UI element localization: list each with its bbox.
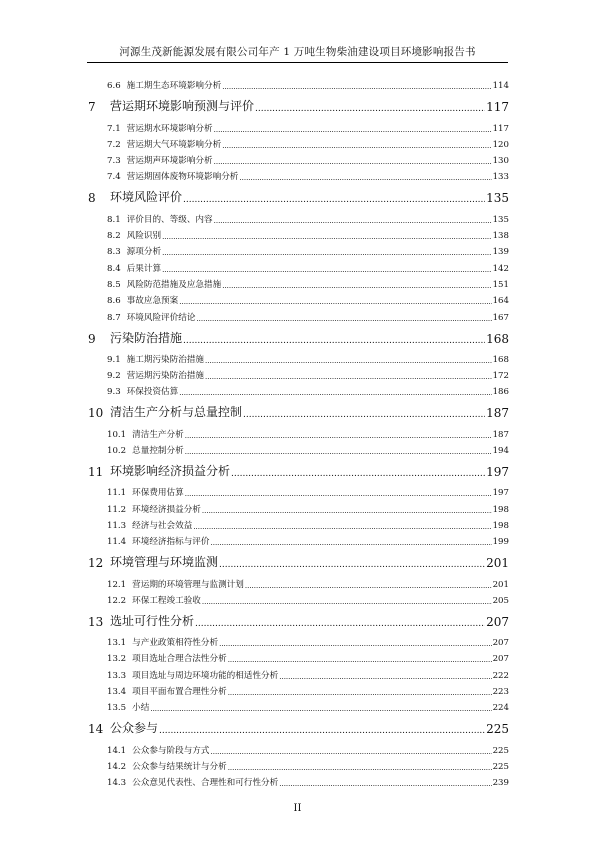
- toc-entry-title: 风险识别: [126, 231, 162, 242]
- toc-dot-leader: [231, 469, 485, 479]
- toc-entry-number: 8.4: [107, 263, 121, 274]
- toc-entry-number: 13.3: [107, 670, 127, 681]
- toc-entry-title: 小结: [132, 703, 150, 714]
- toc-page-number: 205: [492, 595, 509, 606]
- toc-entry-title: 源项分析: [126, 247, 162, 258]
- toc-entry-title: 事故应急预案: [126, 296, 179, 307]
- toc-entry-title: 营运期大气环境影响分析: [126, 139, 222, 150]
- toc-section-entry[interactable]: [88, 698, 509, 714]
- toc-entry-title: 环保工程竣工验收: [132, 595, 201, 606]
- toc-dot-leader: [214, 158, 492, 166]
- toc-entry-title: 总量控制分析: [132, 446, 184, 457]
- toc-entry-title: 营运期声环境影响分析: [126, 156, 213, 167]
- toc-section-entry[interactable]: [88, 258, 509, 274]
- toc-page-number: 198: [492, 520, 509, 531]
- toc-chapter-entry[interactable]: [88, 92, 509, 118]
- toc-dot-leader: [211, 748, 492, 756]
- toc-entry-number: 13.1: [107, 638, 127, 649]
- toc-entry-title: 项目选址合理合法性分析: [132, 654, 227, 665]
- toc-entry-title: 营运期污染防治措施: [126, 371, 205, 382]
- toc-page-number: 207: [492, 638, 509, 649]
- toc-entry-title: 清洁生产分析与总量控制: [110, 405, 243, 420]
- toc-dot-leader: [205, 357, 492, 365]
- toc-dot-leader: [162, 266, 492, 274]
- toc-entry-number: 11.1: [107, 488, 127, 499]
- toc-page-number: 133: [492, 172, 509, 183]
- toc-entry-title: 环保投资估算: [126, 387, 179, 398]
- toc-page-number: 207: [486, 614, 509, 629]
- toc-page-number: 239: [492, 778, 509, 789]
- toc-page-number: 201: [492, 579, 509, 590]
- toc-entry-title: 施工期污染防治措施: [126, 354, 205, 365]
- toc-entry-number: 10.2: [107, 446, 127, 457]
- page-number: II: [293, 803, 302, 814]
- toc-entry-title: 环境风险评价结论: [126, 312, 196, 323]
- toc-entry-number: 13: [88, 614, 104, 629]
- toc-entry-title: 项目选址与周边环境功能的相适性分析: [132, 670, 279, 681]
- toc-chapter-entry[interactable]: [88, 548, 509, 574]
- toc-entry-number: 7.2: [107, 139, 121, 150]
- toc-page-number: 172: [492, 371, 509, 382]
- toc-entry-number: 12.1: [107, 579, 127, 590]
- toc-entry-number: 10.1: [107, 429, 127, 440]
- toc-entry-title: 公众参与: [110, 721, 159, 736]
- toc-entry-number: 8.5: [107, 279, 121, 290]
- toc-entry-number: 10: [88, 406, 104, 421]
- toc-page-number: 186: [492, 387, 509, 398]
- toc-page-number: 197: [492, 488, 509, 499]
- toc-entry-number: 14.2: [107, 761, 127, 772]
- toc-entry-number: 11.4: [107, 537, 127, 548]
- toc-dot-leader: [150, 705, 491, 713]
- toc-chapter-entry[interactable]: [88, 183, 509, 209]
- toc-dot-leader: [196, 315, 491, 323]
- toc-page-number: 130: [492, 156, 509, 167]
- toc-entry-title: 营运期水环境影响分析: [126, 123, 213, 134]
- toc-page-number: 139: [492, 247, 509, 258]
- toc-section-entry[interactable]: [88, 757, 509, 773]
- toc-page-number: 199: [492, 537, 509, 548]
- toc-section-entry[interactable]: [88, 516, 509, 532]
- toc-section-entry[interactable]: [88, 366, 509, 382]
- toc-section-entry[interactable]: [88, 167, 509, 183]
- toc-page-number: 164: [492, 296, 509, 307]
- toc-section-entry[interactable]: [88, 574, 509, 590]
- toc-entry-title: 风险防范措施及应急措施: [126, 279, 222, 290]
- toc-dot-leader: [279, 780, 491, 788]
- toc-entry-number: 13.5: [107, 703, 127, 714]
- toc-section-entry[interactable]: [88, 350, 509, 366]
- toc-chapter-entry[interactable]: [88, 607, 509, 633]
- toc-dot-leader: [279, 673, 491, 681]
- toc-page-number: 114: [492, 81, 509, 92]
- toc-entry-title: 营运期环境影响预测与评价: [110, 99, 255, 114]
- toc-page-number: 187: [486, 406, 509, 421]
- toc-entry-number: 12.2: [107, 595, 127, 606]
- toc-section-entry[interactable]: [88, 682, 509, 698]
- toc-page-number: 168: [486, 331, 509, 346]
- toc-entry-number: 8.3: [107, 247, 121, 258]
- toc-section-entry[interactable]: [88, 209, 509, 225]
- toc-page-number: 207: [492, 654, 509, 665]
- toc-entry-number: 14: [88, 722, 104, 737]
- toc-page-number: 138: [492, 231, 509, 242]
- toc-section-entry[interactable]: [88, 649, 509, 665]
- toc-entry-number: 11.2: [107, 504, 127, 515]
- toc-entry-number: 8: [88, 191, 96, 206]
- toc-section-entry[interactable]: [88, 591, 509, 607]
- toc-entry-title: 项目平面布置合理性分析: [132, 687, 227, 698]
- toc-dot-leader: [202, 507, 492, 515]
- toc-page-number: 117: [492, 123, 509, 134]
- toc-dot-leader: [162, 233, 492, 241]
- toc-page-number: 224: [492, 703, 509, 714]
- toc-entry-title: 后果计算: [126, 263, 162, 274]
- toc-entry-title: 公众参与阶段与方式: [132, 745, 210, 756]
- toc-dot-leader: [193, 523, 491, 531]
- toc-entry-title: 评价目的、等级、内容: [126, 214, 213, 225]
- toc-section-entry[interactable]: [88, 118, 509, 134]
- toc-entry-number: 9.1: [107, 354, 121, 365]
- toc-entry-number: 14.3: [107, 778, 127, 789]
- toc-dot-leader: [222, 83, 491, 91]
- toc-chapter-entry[interactable]: [88, 324, 509, 350]
- toc-dot-leader: [162, 249, 492, 257]
- toc-entry-number: 8.2: [107, 231, 121, 242]
- toc-section-entry[interactable]: [88, 307, 509, 323]
- toc-dot-leader: [228, 656, 492, 664]
- toc-entry-number: 7.3: [107, 156, 121, 167]
- toc-page-number: 151: [492, 279, 509, 290]
- toc-dot-leader: [228, 689, 492, 697]
- toc-entry-title: 经济与社会效益: [132, 520, 193, 531]
- toc-page-number: 225: [492, 761, 509, 772]
- toc-page-number: 167: [492, 312, 509, 323]
- toc-entry-title: 施工期生态环境影响分析: [126, 81, 222, 92]
- toc-section-entry[interactable]: [88, 483, 509, 499]
- toc-dot-leader: [222, 282, 491, 290]
- toc-entry-title: 公众意见代表性、合理性和可行性分析: [132, 778, 279, 789]
- toc-section-entry[interactable]: [88, 499, 509, 515]
- toc-entry-number: 13.4: [107, 687, 127, 698]
- toc-dot-leader: [202, 598, 492, 606]
- toc-page-number: 168: [492, 354, 509, 365]
- toc-entry-number: 9: [88, 331, 96, 346]
- toc-page-number: 225: [492, 745, 509, 756]
- toc-section-entry[interactable]: [88, 665, 509, 681]
- toc-section-entry[interactable]: [88, 532, 509, 548]
- toc-entry-number: 8.1: [107, 214, 121, 225]
- toc-entry-title: 营运期固体废物环境影响分析: [126, 172, 239, 183]
- toc-entry-title: 环境经济指标与评价: [132, 537, 210, 548]
- toc-entry-title: 环境风险评价: [110, 190, 183, 205]
- toc-page-number: 197: [486, 465, 509, 480]
- toc-dot-leader: [183, 336, 485, 346]
- toc-dot-leader: [228, 764, 492, 772]
- toc-entry-number: 14.1: [107, 745, 127, 756]
- toc-section-entry[interactable]: [88, 382, 509, 398]
- toc-entry-title: 污染防治措施: [110, 330, 183, 345]
- toc-page-number: 117: [486, 100, 509, 115]
- toc-page-number: 198: [492, 504, 509, 515]
- toc-page-number: 223: [492, 687, 509, 698]
- toc-entry-title: 环保费用估算: [132, 488, 184, 499]
- toc-entry-number: 8.7: [107, 312, 121, 323]
- toc-entry-number: 7: [88, 100, 96, 115]
- toc-entry-title: 选址可行性分析: [110, 613, 195, 628]
- toc-entry-number: 9.3: [107, 387, 121, 398]
- toc-entry-title: 与产业政策相符性分析: [132, 638, 219, 649]
- toc-dot-leader: [185, 448, 492, 456]
- toc-dot-leader: [214, 217, 492, 225]
- toc-section-entry[interactable]: [88, 226, 509, 242]
- toc-section-entry[interactable]: [88, 242, 509, 258]
- toc-dot-leader: [255, 104, 485, 114]
- header-rule: [87, 62, 508, 63]
- toc-page-number: 135: [486, 191, 509, 206]
- toc-section-entry[interactable]: [88, 740, 509, 756]
- toc-chapter-entry[interactable]: [88, 714, 509, 740]
- toc-entry-number: 8.6: [107, 296, 121, 307]
- toc-entry-title: 清洁生产分析: [132, 429, 184, 440]
- toc-section-entry[interactable]: [88, 151, 509, 167]
- toc-entry-number: 11: [88, 465, 104, 480]
- toc-section-entry[interactable]: [88, 135, 509, 151]
- toc-entry-number: 7.4: [107, 172, 121, 183]
- toc-entry-title: 环境经济损益分析: [132, 504, 201, 515]
- toc-dot-leader: [205, 373, 492, 381]
- toc-entry-title: 营运期的环境管理与监测计划: [132, 579, 244, 590]
- toc-page-number: 187: [492, 429, 509, 440]
- toc-entry-number: 13.2: [107, 654, 127, 665]
- toc-dot-leader: [214, 126, 492, 134]
- toc-entry-title: 环境影响经济损益分析: [110, 464, 231, 479]
- toc-section-entry[interactable]: [88, 76, 509, 92]
- toc-entry-number: 11.3: [107, 520, 127, 531]
- toc-page-number: 225: [486, 722, 509, 737]
- toc-page-number: 120: [492, 139, 509, 150]
- toc-dot-leader: [219, 560, 485, 570]
- toc-dot-leader: [211, 539, 492, 547]
- toc-entry-title: 环境管理与环境监测: [110, 555, 219, 570]
- toc-page-number: 142: [492, 263, 509, 274]
- toc-chapter-entry[interactable]: [88, 457, 509, 483]
- toc-dot-leader: [239, 174, 491, 182]
- toc-dot-leader: [245, 582, 492, 590]
- toc-dot-leader: [185, 490, 492, 498]
- toc-section-entry[interactable]: [88, 424, 509, 440]
- toc-section-entry[interactable]: [88, 633, 509, 649]
- toc-entry-number: 7.1: [107, 123, 121, 134]
- toc-chapter-entry[interactable]: [88, 398, 509, 424]
- toc-dot-leader: [222, 142, 491, 150]
- toc-section-entry[interactable]: [88, 441, 509, 457]
- toc-section-entry[interactable]: [88, 773, 509, 789]
- toc-section-entry[interactable]: [88, 291, 509, 307]
- toc-dot-leader: [195, 619, 485, 629]
- toc-entry-title: 公众参与结果统计与分析: [132, 761, 227, 772]
- toc-page-number: 135: [492, 214, 509, 225]
- toc-dot-leader: [183, 195, 485, 205]
- toc-dot-leader: [243, 410, 485, 420]
- toc-entry-number: 9.2: [107, 371, 121, 382]
- toc-dot-leader: [159, 726, 485, 736]
- running-header: 河源生茂新能源发展有限公司年产 1 万吨生物柴油建设项目环境影响报告书: [119, 46, 476, 58]
- toc-page-number: 201: [486, 556, 509, 571]
- toc-section-entry[interactable]: [88, 275, 509, 291]
- toc-dot-leader: [179, 298, 491, 306]
- toc-entry-number: 12: [88, 556, 104, 571]
- table-of-contents: [88, 76, 509, 789]
- toc-page-number: 194: [492, 446, 509, 457]
- toc-dot-leader: [219, 640, 492, 648]
- toc-entry-number: 6.6: [107, 81, 121, 92]
- toc-dot-leader: [185, 432, 492, 440]
- toc-page-number: 222: [492, 670, 509, 681]
- toc-dot-leader: [179, 389, 491, 397]
